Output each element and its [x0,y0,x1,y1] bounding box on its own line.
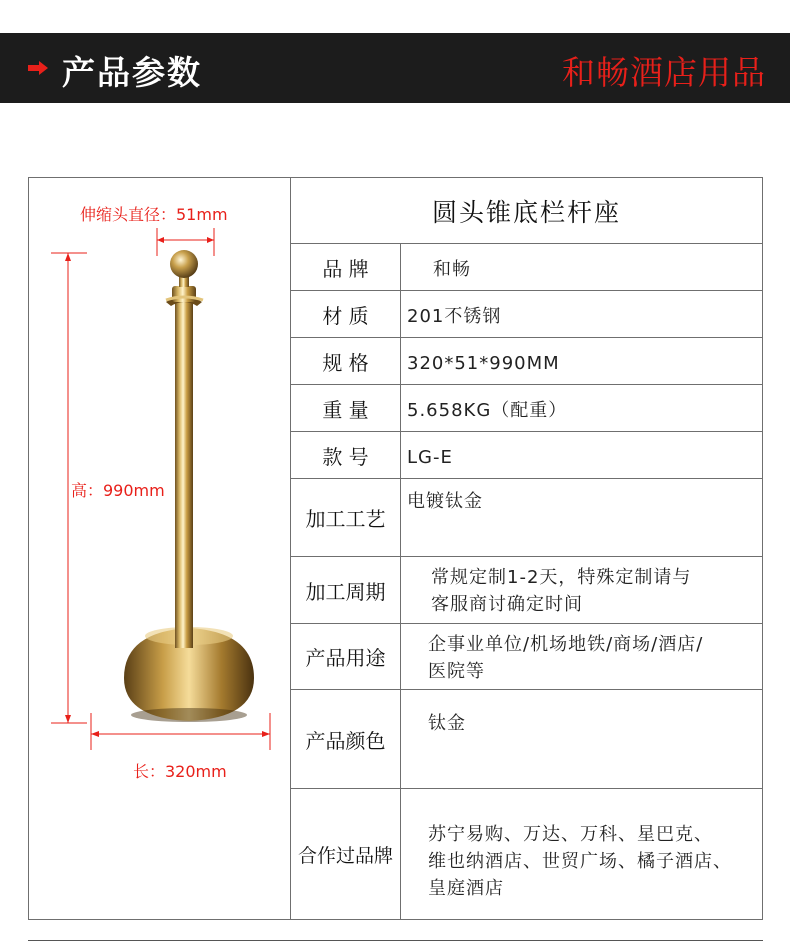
spec-row-material [291,291,762,338]
spec-row-brand [291,244,762,291]
product-name-heading: 圆头锥底栏杆座 [291,178,762,244]
spec-label-weight: 重 量 [291,385,401,431]
spec-value-color: 钛金 [428,713,466,734]
spec-label-partners: 合作过品牌 [291,789,401,919]
spec-label-usage: 产品用途 [291,624,401,689]
spec-value-process: 电镀钛金 [407,491,483,512]
spec-frame [28,177,763,920]
spec-value-brand: 和畅 [433,259,471,280]
spec-row-color [291,690,762,789]
spec-value-material: 201不锈钢 [407,306,502,327]
header-banner [0,33,790,103]
brand-name: 和畅酒店用品 [562,53,766,92]
spec-row-partners [291,789,762,919]
head-diameter-label: 伸缩头直径：51mm [80,205,228,224]
spec-value-usage-line-2: 医院等 [428,661,485,682]
spec-value-size: 320*51*990MM [407,353,560,374]
arrow-right-icon [28,61,48,75]
spec-label-lead-time: 加工周期 [291,557,401,623]
spec-value-lead-time-line-1: 常规定制1-2天，特殊定制请与 [431,567,692,588]
spec-value-weight: 5.658KG（配重） [407,400,568,421]
spec-row-model [291,432,762,479]
bottom-divider [28,940,763,941]
spec-value-usage-line-1: 企事业单位/机场地铁/商场/酒店/ [428,634,704,655]
spec-row-usage [291,624,762,690]
spec-label-process: 加工工艺 [291,479,401,556]
spec-value-partners-line-3: 皇庭酒店 [428,878,504,899]
spec-table [291,178,762,919]
spec-row-weight [291,385,762,432]
product-illustration-panel [29,178,291,919]
spec-label-model: 款 号 [291,432,401,478]
spec-value-partners-line-1: 苏宁易购、万达、万科、星巴克、 [428,824,713,845]
spec-value-model: LG-E [407,447,453,468]
length-label: 长：320mm [133,762,227,781]
spec-row-lead-time [291,557,762,624]
height-label: 高：990mm [71,481,165,500]
spec-label-color: 产品颜色 [291,690,401,788]
spec-label-brand: 品 牌 [291,244,401,290]
spec-label-material: 材 质 [291,291,401,337]
spec-row-size [291,338,762,385]
spec-value-partners-line-2: 维也纳酒店、世贸广场、橘子酒店、 [428,851,732,872]
spec-label-size: 规 格 [291,338,401,384]
section-title: 产品参数 [62,53,202,92]
spec-row-process [291,479,762,557]
stanchion-illustration [29,178,291,919]
spec-value-lead-time-line-2: 客服商讨确定时间 [431,594,583,615]
